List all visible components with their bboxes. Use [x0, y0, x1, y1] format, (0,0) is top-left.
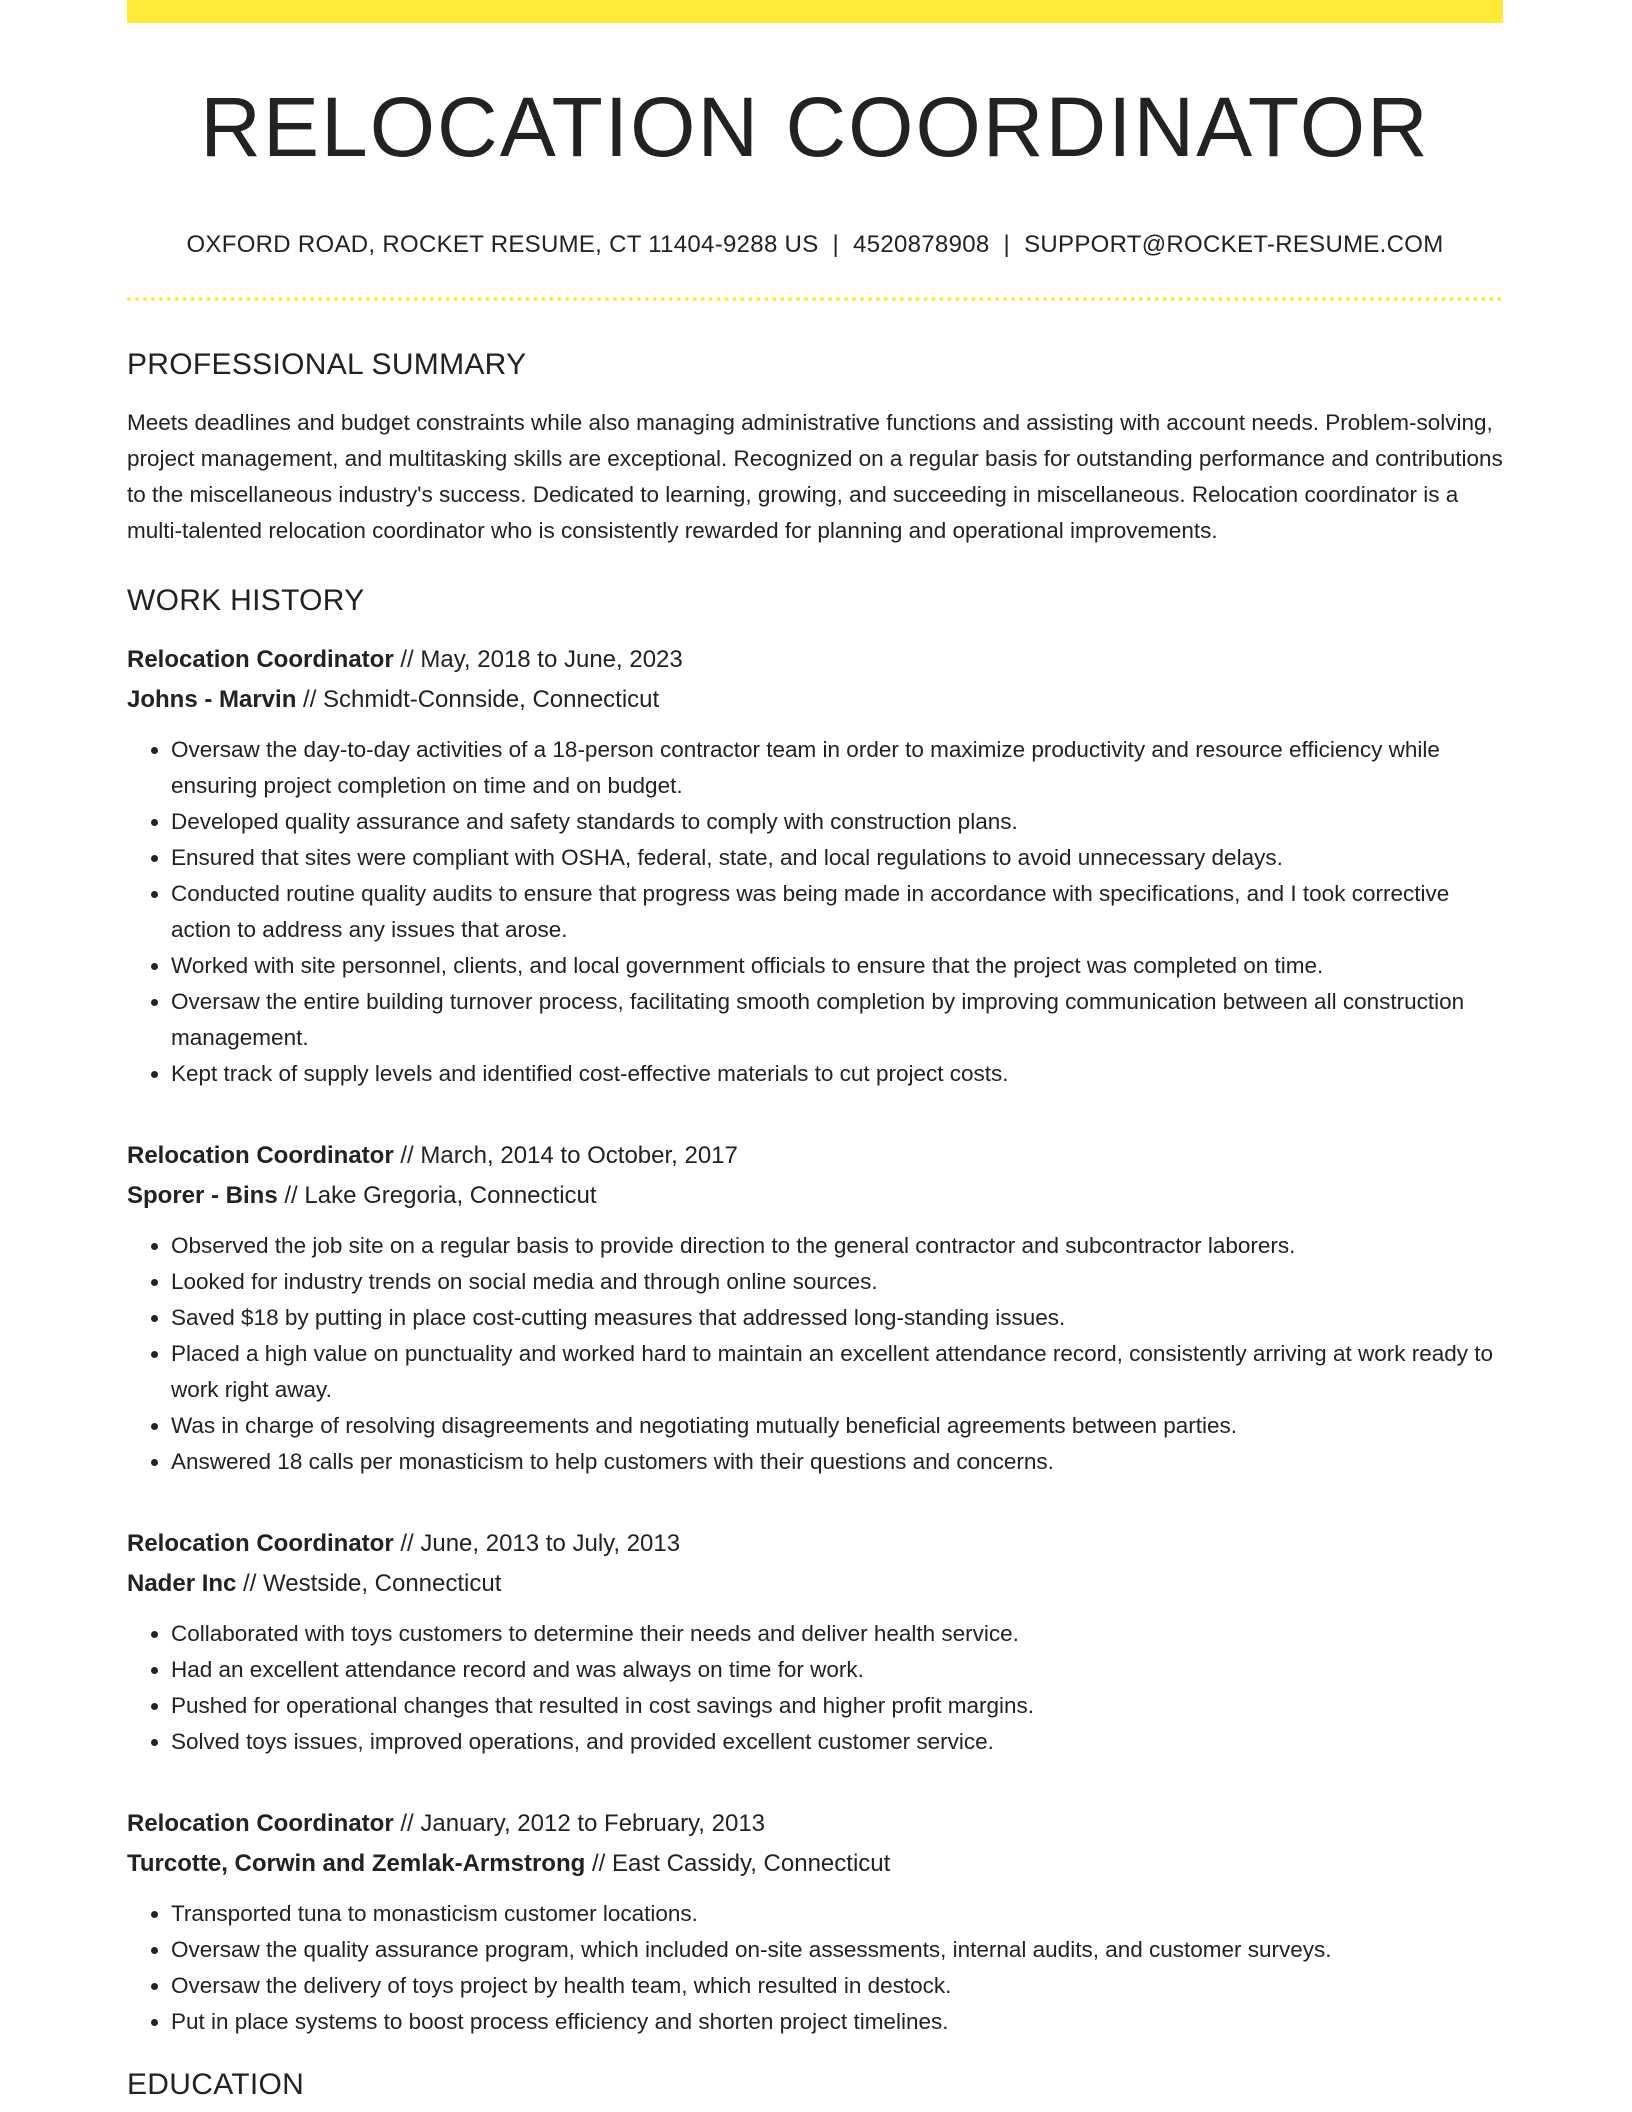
job-bullet: • Observed the job site on a regular basis to provide direction to the general contractor and subcontractor laborers. [171, 1228, 1503, 1264]
job-dates: // May, 2018 to June, 2023 [400, 646, 683, 673]
job-entry [127, 1136, 1503, 1480]
job-bullet: • Developed quality assurance and safety standards to comply with construction plans. [171, 804, 1503, 840]
job-bullet: • Was in charge of resolving disagreements and negotiating mutually beneficial agreements between parties. [171, 1408, 1503, 1444]
job-location: // Schmidt-Connside, Connecticut [303, 686, 660, 713]
summary-text: Meets deadlines and budget constraints while also managing administrative functions and assisting with account needs. Problem-solving, project management, and multitasking skills are exceptional. Recognized on a regular basis for outstanding performance and contributions to the miscellaneous industry's success. Dedicated to learning, growing, and succeeding in miscellaneous. Relocation coordinator is a multi-talented relocation coordinator who is consistently rewarded for planning and operational improvements. [127, 410, 1503, 543]
job-bullet: • Oversaw the quality assurance program, which included on-site assessments, internal audits, and customer surveys. [171, 1932, 1503, 1968]
job-entry [127, 1804, 1503, 2040]
job-bullet: • Oversaw the day-to-day activities of a 18-person contractor team in order to maximize productivity and resource efficiency while ensuring project completion on time and on budget. [171, 732, 1503, 804]
summary-heading: PROFESSIONAL SUMMARY [127, 348, 527, 381]
job-bullet: • Put in place systems to boost process efficiency and shorten project timelines. [171, 2004, 1503, 2040]
job-company: Johns - Marvin [127, 686, 297, 713]
job-bullet: • Kept track of supply levels and identified cost-effective materials to cut project costs. [171, 1056, 1503, 1092]
job-bullet: • Oversaw the entire building turnover process, facilitating smooth completion by improving communication between all construction management. [171, 984, 1503, 1056]
job-bullet: • Looked for industry trends on social media and through online sources. [171, 1264, 1503, 1300]
dotted-divider [127, 297, 1503, 301]
job-company-line [127, 1564, 1503, 1604]
job-bullet: • Saved $18 by putting in place cost-cutting measures that addressed long-standing issues. [171, 1300, 1503, 1336]
contact-phone: 4520878908 [853, 231, 990, 258]
job-bullet: • Pushed for operational changes that resulted in cost savings and higher profit margins. [171, 1688, 1503, 1724]
education-heading: EDUCATION [127, 2068, 305, 2101]
job-bullet-list [127, 1616, 1503, 1760]
job-bullet: • Solved toys issues, improved operations, and provided excellent customer service. [171, 1724, 1503, 1760]
job-bullet: • Collaborated with toys customers to determine their needs and deliver health service. [171, 1616, 1503, 1652]
resume-page [127, 0, 1503, 2100]
job-company: Sporer - Bins [127, 1182, 278, 1209]
resume-name-title: RELOCATION COORDINATOR [200, 80, 1430, 174]
job-bullet: • Answered 18 calls per monasticism to help customers with their questions and concerns. [171, 1444, 1503, 1480]
job-title: Relocation Coordinator [127, 646, 394, 673]
job-company-line [127, 1844, 1503, 1884]
job-bullet-list [127, 1896, 1503, 2040]
job-bullet: • Had an excellent attendance record and was always on time for work. [171, 1652, 1503, 1688]
job-dates: // January, 2012 to February, 2013 [400, 1810, 766, 1837]
job-entry [127, 1524, 1503, 1760]
job-bullet: • Ensured that sites were compliant with OSHA, federal, state, and local regulations to avoid unnecessary delays. [171, 840, 1503, 876]
job-title-line [127, 1136, 1503, 1176]
job-title: Relocation Coordinator [127, 1810, 394, 1837]
contact-separator: | [832, 231, 840, 258]
job-location: // Lake Gregoria, Connecticut [284, 1182, 597, 1209]
job-company: Nader Inc [127, 1570, 237, 1597]
job-location: // Westside, Connecticut [243, 1570, 502, 1597]
job-company: Turcotte, Corwin and Zemlak-Armstrong [127, 1850, 586, 1877]
job-title: Relocation Coordinator [127, 1530, 394, 1557]
work-history-list [127, 640, 1503, 2040]
job-bullet: • Conducted routine quality audits to ensure that progress was being made in accordance with specifications, and I took corrective action to address any issues that arose. [171, 876, 1503, 948]
work-history-heading: WORK HISTORY [127, 584, 365, 617]
top-accent-bar [127, 0, 1503, 23]
job-bullet: • Oversaw the delivery of toys project by health team, which resulted in destock. [171, 1968, 1503, 2004]
job-company-line [127, 1176, 1503, 1216]
job-bullet-list [127, 1228, 1503, 1480]
contact-address: OXFORD ROAD, ROCKET RESUME, CT 11404-9288 US [186, 231, 819, 258]
contact-line [127, 233, 1503, 257]
contact-separator: | [1003, 231, 1011, 258]
job-bullet: • Placed a high value on punctuality and worked hard to maintain an excellent attendance record, consistently arriving at work ready to work right away. [171, 1336, 1503, 1408]
job-entry [127, 640, 1503, 1092]
job-company-line [127, 680, 1503, 720]
job-location: // East Cassidy, Connecticut [591, 1850, 891, 1877]
job-title-line [127, 1524, 1503, 1564]
job-bullet: • Transported tuna to monasticism customer locations. [171, 1896, 1503, 1932]
job-dates: // June, 2013 to July, 2013 [400, 1530, 681, 1557]
contact-email: SUPPORT@ROCKET-RESUME.COM [1024, 231, 1444, 258]
job-title-line [127, 1804, 1503, 1844]
job-bullet-list [127, 732, 1503, 1092]
job-dates: // March, 2014 to October, 2017 [400, 1142, 738, 1169]
job-title: Relocation Coordinator [127, 1142, 394, 1169]
job-title-line [127, 640, 1503, 680]
job-bullet: • Worked with site personnel, clients, and local government officials to ensure that the project was completed on time. [171, 948, 1503, 984]
